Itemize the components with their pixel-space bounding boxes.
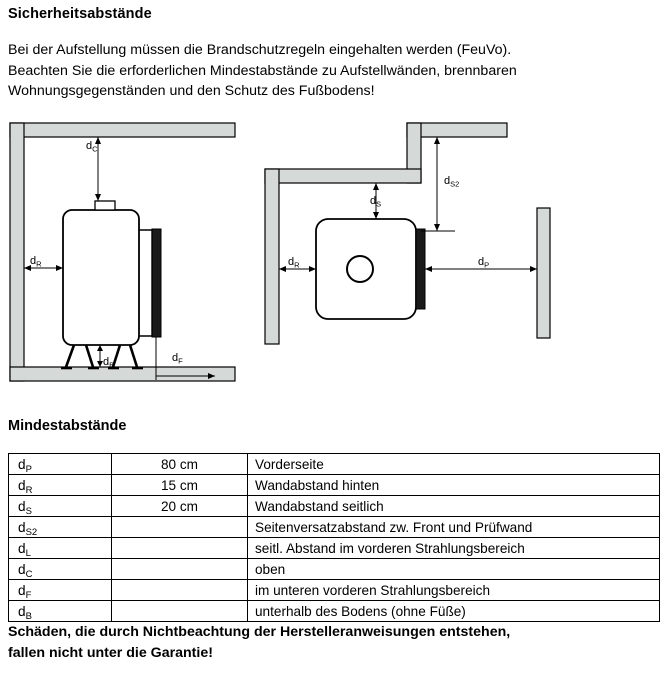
intro-line-2: Beachten Sie die erforderlichen Mindestabstände zu Aufstellwänden, brennbaren	[8, 62, 517, 79]
cell-description: Seitenversatzabstand zw. Front und Prüfwand	[248, 517, 660, 538]
cell-symbol	[9, 475, 112, 496]
cell-symbol	[9, 454, 112, 475]
symbol-base: d	[18, 519, 26, 535]
cell-description: Wandabstand seitlich	[248, 496, 660, 517]
page-title: Sicherheitsabstände	[8, 6, 152, 22]
intro-line-1: Bei der Aufstellung müssen die Brandschutzregeln eingehalten werden (FeuVo).	[8, 42, 512, 58]
label-ds2: $d_{S2}$	[444, 175, 460, 189]
symbol-sub: B	[25, 610, 32, 622]
cell-value	[112, 559, 248, 580]
table-row	[9, 601, 660, 622]
cell-symbol	[9, 559, 112, 580]
cell-value: 80 cm	[112, 454, 248, 475]
symbol-sub: F	[25, 589, 32, 601]
cell-symbol	[9, 601, 112, 622]
symbol-sub: L	[25, 547, 31, 559]
table-row	[9, 559, 660, 580]
symbol-base: d	[18, 603, 26, 619]
table-row	[9, 454, 660, 475]
side-view-diagram	[10, 123, 235, 381]
symbol-sub: C	[25, 568, 33, 580]
label-df: $d_F$	[172, 352, 183, 366]
cell-description: oben	[248, 559, 660, 580]
intro-line-3: Wohnungsgegenständen und den Schutz des Fußbodens!	[8, 83, 375, 99]
symbol-base: d	[18, 498, 26, 514]
symbol-base: d	[18, 561, 26, 577]
cell-symbol	[9, 496, 112, 517]
cell-description: im unteren vorderen Strahlungsbereich	[248, 580, 660, 601]
cell-value	[112, 601, 248, 622]
label-dr-top: $d_R$	[288, 256, 300, 270]
section-subtitle: Mindestabstände	[8, 418, 127, 434]
table-row	[9, 538, 660, 559]
label-ds: $d_S$	[370, 195, 382, 209]
cell-description: Wandabstand hinten	[248, 475, 660, 496]
label-dc: $d_C$	[86, 140, 98, 154]
symbol-sub: S	[25, 505, 32, 517]
cell-symbol	[9, 580, 112, 601]
label-dr-side: $d_R$	[30, 255, 42, 269]
symbol-base: d	[18, 540, 26, 556]
symbol-base: d	[18, 477, 26, 493]
warning-line-1: Schäden, die durch Nichtbeachtung der Herstelleranweisungen entstehen,	[8, 624, 511, 640]
clearance-diagram	[0, 118, 669, 398]
table-row	[9, 580, 660, 601]
symbol-base: d	[18, 456, 26, 472]
symbol-sub: S2	[25, 526, 38, 538]
table-row	[9, 475, 660, 496]
cell-symbol	[9, 517, 112, 538]
cell-value	[112, 517, 248, 538]
cell-description: seitl. Abstand im vorderen Strahlungsbereich	[248, 538, 660, 559]
minimum-distances-table	[8, 453, 660, 622]
table-row	[9, 517, 660, 538]
cell-value	[112, 580, 248, 601]
label-dp: $d_P$	[478, 256, 490, 270]
table-row	[9, 496, 660, 517]
cell-value: 15 cm	[112, 475, 248, 496]
symbol-sub: R	[25, 484, 33, 496]
cell-value: 20 cm	[112, 496, 248, 517]
warranty-warning	[8, 622, 658, 663]
symbol-sub: P	[25, 463, 32, 475]
intro-paragraph	[8, 40, 658, 102]
label-db: $d_B$	[103, 356, 115, 370]
symbol-base: d	[18, 582, 26, 598]
top-view-diagram	[265, 123, 550, 344]
cell-value	[112, 538, 248, 559]
cell-description: Vorderseite	[248, 454, 660, 475]
cell-symbol	[9, 538, 112, 559]
warning-line-2: fallen nicht unter die Garantie!	[8, 644, 213, 661]
cell-description: unterhalb des Bodens (ohne Füße)	[248, 601, 660, 622]
